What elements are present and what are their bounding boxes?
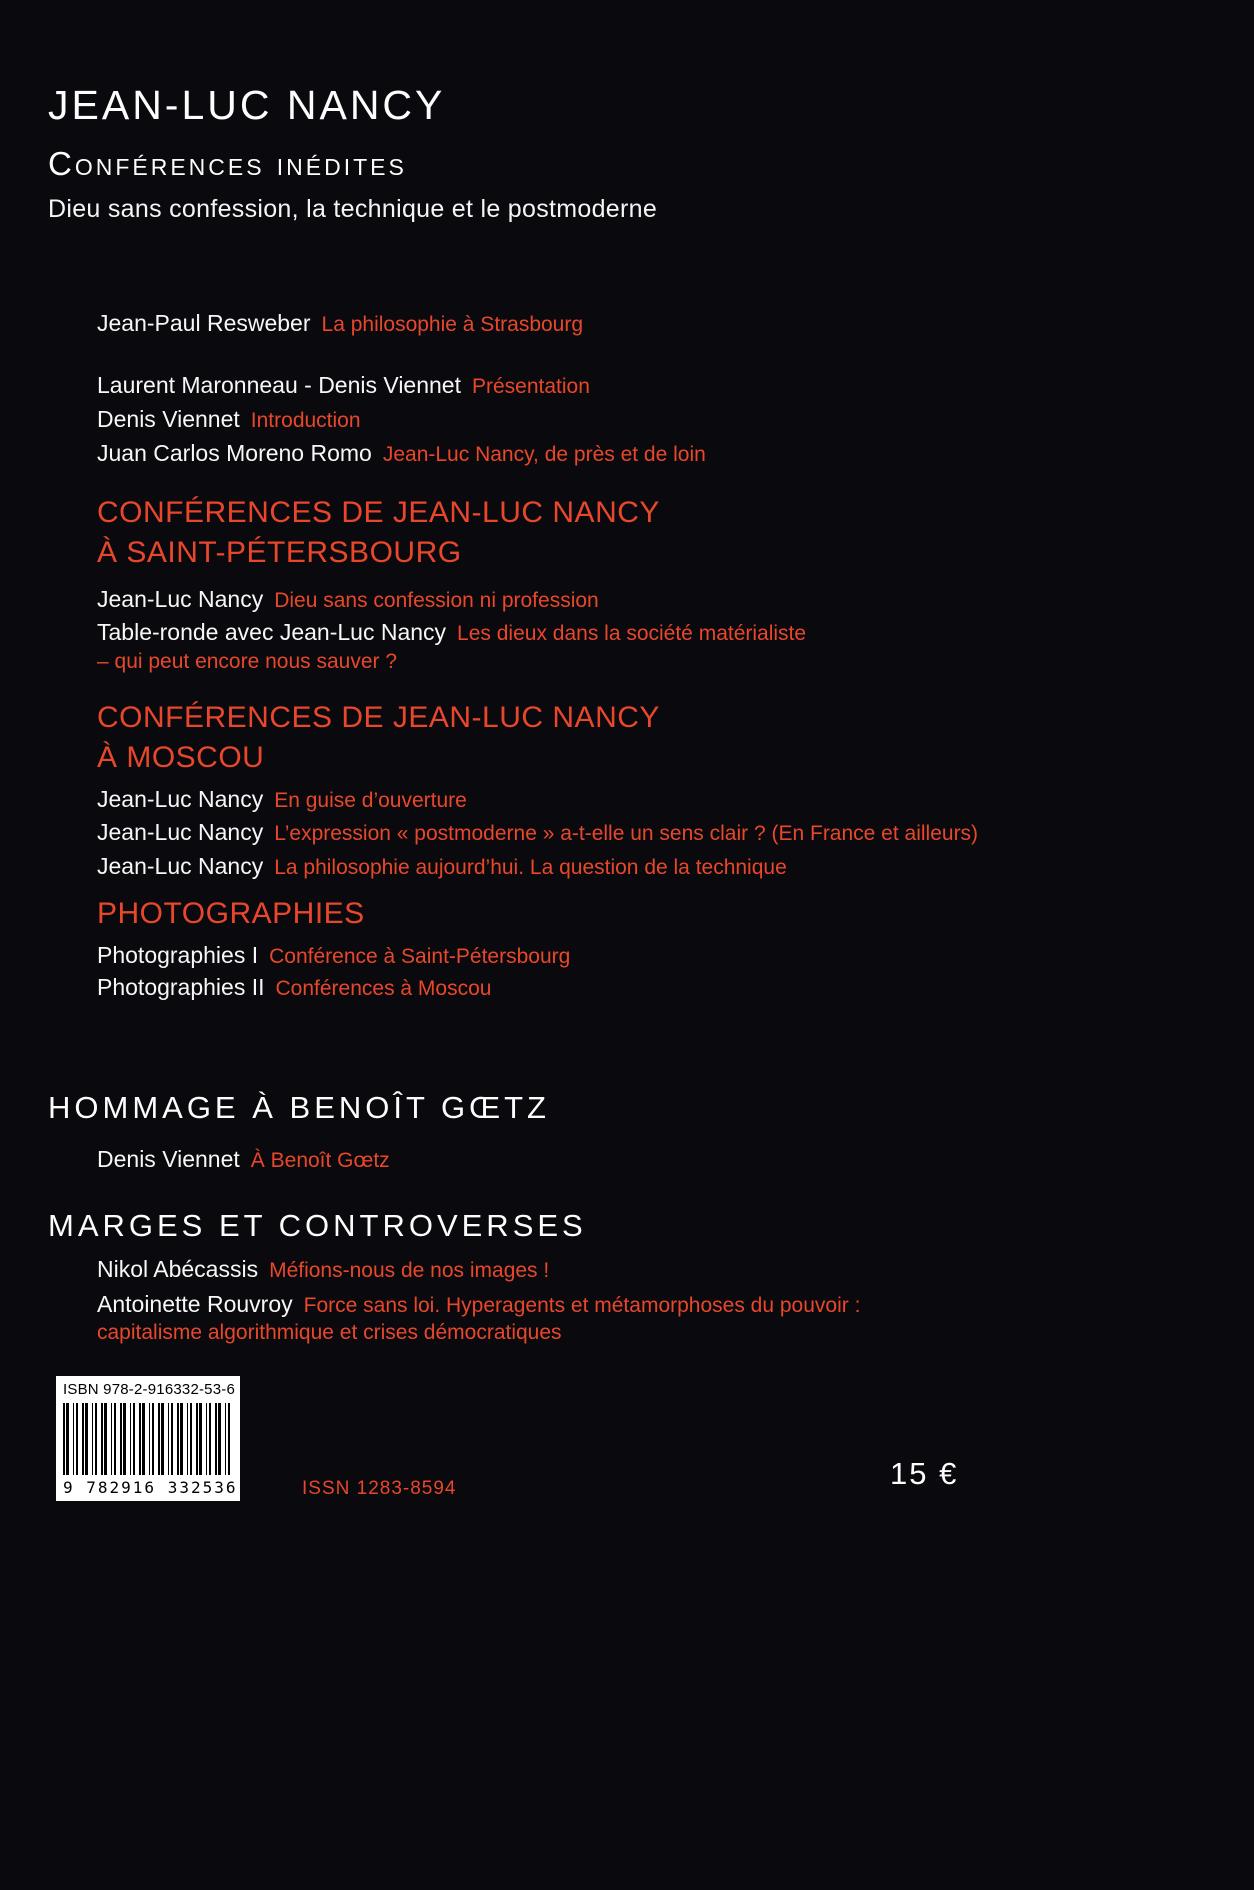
- toc-entry: [97, 1291, 860, 1318]
- entry-title: Conférences à Moscou: [275, 977, 492, 1000]
- section-heading-photographies: PHOTOGRAPHIES: [97, 897, 365, 930]
- barcode-block: [56, 1376, 240, 1501]
- barcode-digits: 9 782916 332536: [63, 1478, 238, 1497]
- entry-author: Denis Viennet: [97, 406, 240, 432]
- entry-title: Présentation: [471, 375, 590, 398]
- price-label: 15 €: [890, 1456, 959, 1491]
- entry-author: Laurent Maronneau - Denis Viennet: [97, 372, 461, 398]
- entry-title: En guise d’ouverture: [274, 789, 467, 812]
- toc-entry: [97, 310, 583, 337]
- entry-title: L’expression « postmoderne » a-t-elle un sens clair ? (En France et ailleurs): [274, 822, 979, 845]
- toc-entry: [97, 1146, 390, 1173]
- entry-title: Dieu sans confession ni profession: [274, 589, 599, 612]
- toc-entry: [97, 406, 361, 433]
- entry-author: Nikol Abécassis: [97, 1256, 259, 1282]
- entry-title: Jean-Luc Nancy, de près et de loin: [382, 443, 706, 466]
- author-name: JEAN-LUC NANCY: [48, 82, 446, 128]
- entry-author: Denis Viennet: [97, 1146, 240, 1172]
- entry-author: Jean-Luc Nancy: [97, 586, 264, 612]
- toc-entry: [97, 974, 491, 1001]
- toc-entry: [97, 1256, 549, 1283]
- toc-entry: [97, 586, 599, 613]
- barcode-bars-icon: [63, 1403, 233, 1475]
- entry-title: Force sans loi. Hyperagents et métamorphoses du pouvoir :: [303, 1294, 861, 1317]
- entry-title: Conférence à Saint-Pétersbourg: [269, 945, 571, 968]
- entry-author: Photographies I: [97, 942, 259, 968]
- toc-entry: [97, 372, 590, 399]
- book-title: Conférences inédites: [48, 145, 407, 182]
- entry-title: Introduction: [250, 409, 361, 432]
- entry-title: La philosophie à Strasbourg: [321, 313, 584, 336]
- entry-author: Table-ronde avec Jean-Luc Nancy: [97, 619, 447, 645]
- entry-author: Jean-Luc Nancy: [97, 853, 264, 879]
- entry-title: À Benoît Gœtz: [250, 1149, 390, 1172]
- issn-label: ISSN 1283-8594: [302, 1478, 457, 1499]
- toc-entry: [97, 619, 806, 646]
- toc-entry: [97, 440, 706, 467]
- toc-entry: [97, 853, 787, 880]
- section-heading-moscou-line1: CONFÉRENCES DE JEAN-LUC NANCY: [97, 701, 660, 734]
- entry-author: Photographies II: [97, 974, 265, 1000]
- toc-entry: [97, 819, 978, 846]
- masthead: [48, 82, 657, 224]
- entry-title-continuation: – qui peut encore nous sauver ?: [97, 650, 398, 673]
- section-heading-marges: MARGES ET CONTROVERSES: [48, 1208, 587, 1243]
- toc-entry: [97, 786, 467, 813]
- entry-title: Méfions-nous de nos images !: [269, 1259, 550, 1282]
- entry-title: Les dieux dans la société matérialiste: [457, 622, 807, 645]
- entry-author: Jean-Luc Nancy: [97, 819, 264, 845]
- entry-author: Jean-Paul Resweber: [97, 310, 311, 336]
- entry-author: Jean-Luc Nancy: [97, 786, 264, 812]
- section-heading-petersbourg-line2: À SAINT-PÉTERSBOURG: [97, 536, 462, 569]
- entry-author: Antoinette Rouvroy: [97, 1291, 293, 1317]
- toc-entry: [97, 942, 570, 969]
- section-heading-moscou-line2: À MOSCOU: [97, 741, 265, 774]
- section-heading-hommage: HOMMAGE À BENOÎT GŒTZ: [48, 1090, 550, 1125]
- entry-author: Juan Carlos Moreno Romo: [97, 440, 372, 466]
- section-heading-petersbourg-line1: CONFÉRENCES DE JEAN-LUC NANCY: [97, 496, 660, 529]
- entry-title: La philosophie aujourd’hui. La question de la technique: [274, 856, 787, 879]
- book-subtitle: Dieu sans confession, la technique et le postmoderne: [48, 195, 658, 223]
- entry-title-continuation: capitalisme algorithmique et crises démocratiques: [97, 1321, 562, 1344]
- isbn-label: ISBN 978-2-916332-53-6: [63, 1381, 236, 1398]
